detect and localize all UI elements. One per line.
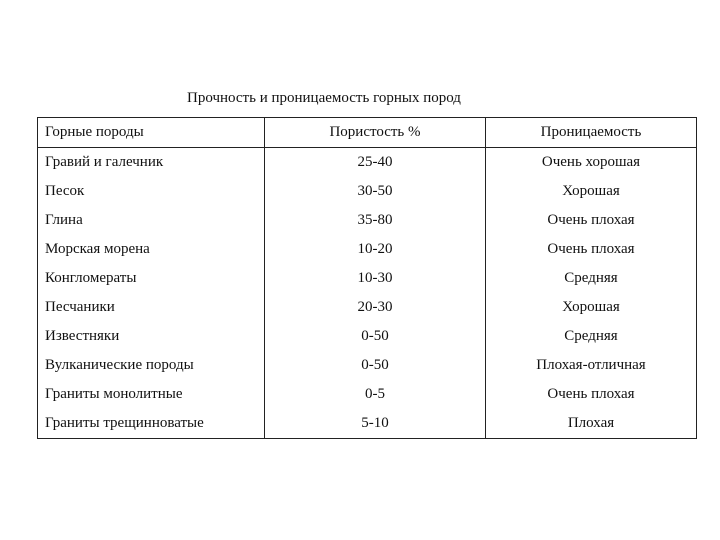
table-row — [38, 380, 697, 409]
cell-permeability: Очень плохая — [547, 241, 635, 257]
cell-porosity: 0-5 — [265, 380, 486, 409]
cell-rock-type: Песчаники — [38, 293, 265, 322]
table-row — [38, 177, 697, 206]
cell-permeability: Очень плохая — [547, 212, 635, 228]
cell-rock-type: Граниты монолитные — [38, 380, 265, 409]
cell-rock-type: Гравий и галечник — [38, 148, 265, 178]
table-row — [38, 351, 697, 380]
table-row — [38, 148, 697, 178]
table-row — [38, 264, 697, 293]
cell-rock-type: Граниты трещинноватые — [38, 409, 265, 439]
document-title: Прочность и проницаемость горных пород — [187, 90, 461, 106]
cell-permeability: Хорошая — [562, 183, 620, 199]
cell-permeability: Средняя — [564, 270, 618, 286]
cell-porosity: 10-30 — [265, 264, 486, 293]
table-row — [38, 409, 697, 439]
rock-properties-table — [37, 117, 697, 439]
cell-rock-type: Глина — [38, 206, 265, 235]
header-permeability: Проницаемость — [486, 118, 697, 148]
table-row — [38, 322, 697, 351]
cell-rock-type: Песок — [38, 177, 265, 206]
cell-porosity: 25-40 — [265, 148, 486, 178]
cell-rock-type: Морская морена — [38, 235, 265, 264]
cell-rock-type: Конгломераты — [38, 264, 265, 293]
cell-porosity: 30-50 — [265, 177, 486, 206]
cell-porosity: 0-50 — [265, 351, 486, 380]
table-row — [38, 235, 697, 264]
cell-permeability: Плохая — [567, 415, 615, 431]
header-rock-type: Горные породы — [38, 118, 265, 148]
cell-permeability: Хорошая — [562, 299, 620, 315]
cell-rock-type: Вулканические породы — [38, 351, 265, 380]
table-row — [38, 206, 697, 235]
cell-permeability: Плохая-отличная — [536, 357, 646, 373]
cell-porosity: 20-30 — [265, 293, 486, 322]
cell-permeability: Очень хорошая — [541, 154, 641, 170]
cell-porosity: 10-20 — [265, 235, 486, 264]
table-header-row — [38, 118, 697, 148]
cell-porosity: 5-10 — [265, 409, 486, 439]
cell-rock-type: Известняки — [38, 322, 265, 351]
cell-porosity: 35-80 — [265, 206, 486, 235]
cell-permeability: Очень плохая — [547, 386, 635, 402]
cell-permeability: Средняя — [564, 328, 618, 344]
header-porosity: Пористость % — [265, 118, 486, 148]
table-row — [38, 293, 697, 322]
cell-porosity: 0-50 — [265, 322, 486, 351]
